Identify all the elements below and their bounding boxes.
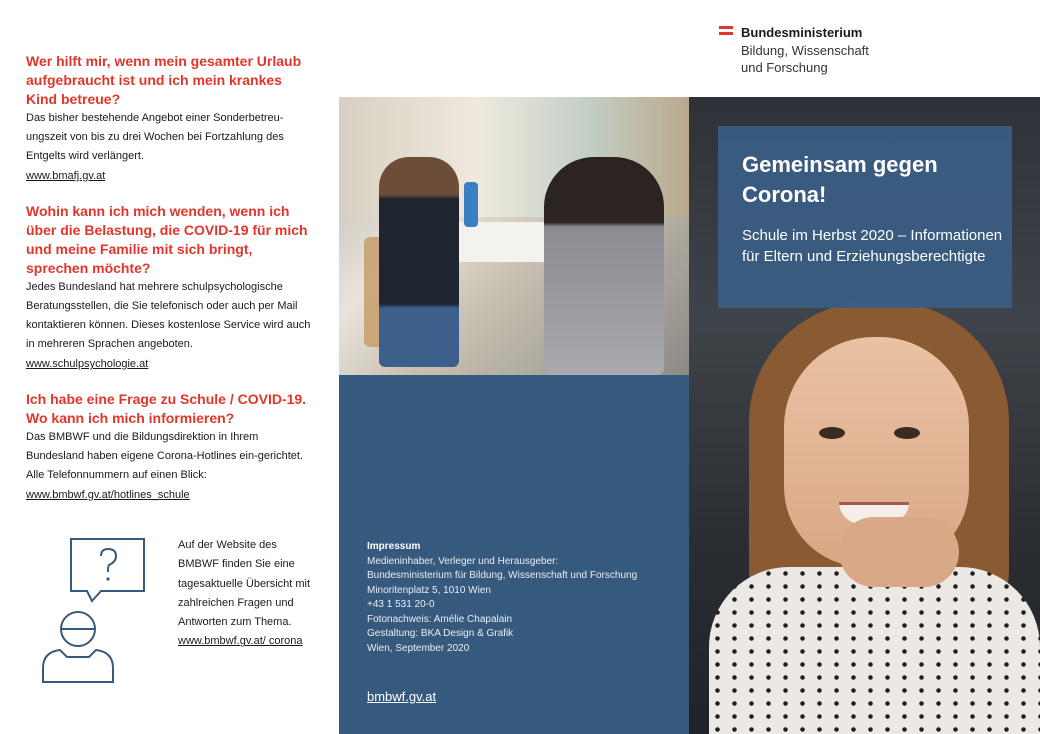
photo-bottle [464,182,478,227]
cover-title: Gemeinsam gegen Corona! [742,152,938,207]
imprint-line: +43 1 531 20-0 [367,599,435,610]
imprint-panel [339,375,689,734]
cover-title-box [718,126,1012,308]
logo-line-3: und Forschung [741,60,828,75]
faq-item [26,202,316,374]
austria-flag-icon [719,26,733,35]
faq-answer: Das BMBWF und die Bildungsdirektion in Ihrem Bundesland haben eigene Corona-Hotlines ein-gerichtet. Alle Telefonnummern auf einen Blick: [26,431,304,481]
faq-link-schulpsychologie[interactable]: www.schulpsychologie.at [26,358,149,370]
faq-question: Ich habe eine Frage zu Schule / COVID-19. Wo kann ich mich informieren? [26,391,307,426]
imprint-url-link[interactable]: bmbwf.gv.at [367,689,437,704]
help-text [178,536,318,652]
imprint-text [367,540,677,656]
faq-link-bmafj[interactable]: www.bmafj.gv.at [26,170,106,182]
imprint-line: Bundesministerium für Bildung, Wissenschaft und Forschung [367,570,638,581]
imprint-line: Fotonachweis: Amélie Chapalain [367,613,513,625]
person-question-icon [36,536,146,686]
imprint-line: Wien, September 2020 [367,642,470,654]
imprint-line: Medieninhaber, Verleger und Herausgeber: [367,555,559,567]
imprint-line: Minoritenplatz 5, 1010 Wien [367,584,491,596]
photo-boy [379,157,459,367]
faq-question: Wer hilft mir, wenn mein gesamter Urlaub aufgebraucht ist und ich mein krankes Kind betreue? [26,53,302,107]
imprint-line: Gestaltung: BKA Design & Grafik [367,628,514,639]
faq-question: Wohin kann ich mich wenden, wenn ich über die Belastung, die COVID-19 für mich und meine Familie mit sich bringt, sprechen möchte? [26,203,308,276]
photo-girl [544,157,664,375]
help-description: Auf der Website des BMBWF finden Sie eine tagesaktuelle Übersicht mit zahlreichen Fragen und Antworten zum Thema. [178,539,311,629]
help-box [26,536,316,696]
faq-link-hotlines[interactable]: www.bmbwf.gv.at/hotlines_schule [26,489,190,501]
logo-text [741,24,869,77]
classroom-photo [339,97,689,375]
photo-eye [819,427,845,439]
faq-item [26,390,316,505]
logo-line-1: Bundesministerium [741,25,863,40]
logo-line-2: Bildung, Wissenschaft [741,42,869,58]
help-link-corona[interactable]: www.bmbwf.gv.at/ corona [178,635,303,648]
imprint-title: Impressum [367,541,421,552]
faq-answer: Jedes Bundesland hat mehrere schulpsychologische Beratungsstellen, die Sie telefonisch oder auch per Mail kontaktieren können. Dieses kostenlose Service wird auch in mehreren Sprachen angeboten. [26,281,311,350]
cover-subtitle: Schule im Herbst 2020 – Informationen für Eltern und Erziehungsberechtigte [742,227,1003,265]
photo-hand [839,517,959,587]
photo-eye [894,427,920,439]
faq-answer: Das bisher bestehende Angebot einer Sonderbetreu-ungszeit von bis zu drei Wochen bei Fortzahlung des Entgelts wird verlängert. [26,112,284,162]
faq-column [26,52,316,521]
photo-shirt [709,567,1040,734]
faq-item [26,52,316,186]
